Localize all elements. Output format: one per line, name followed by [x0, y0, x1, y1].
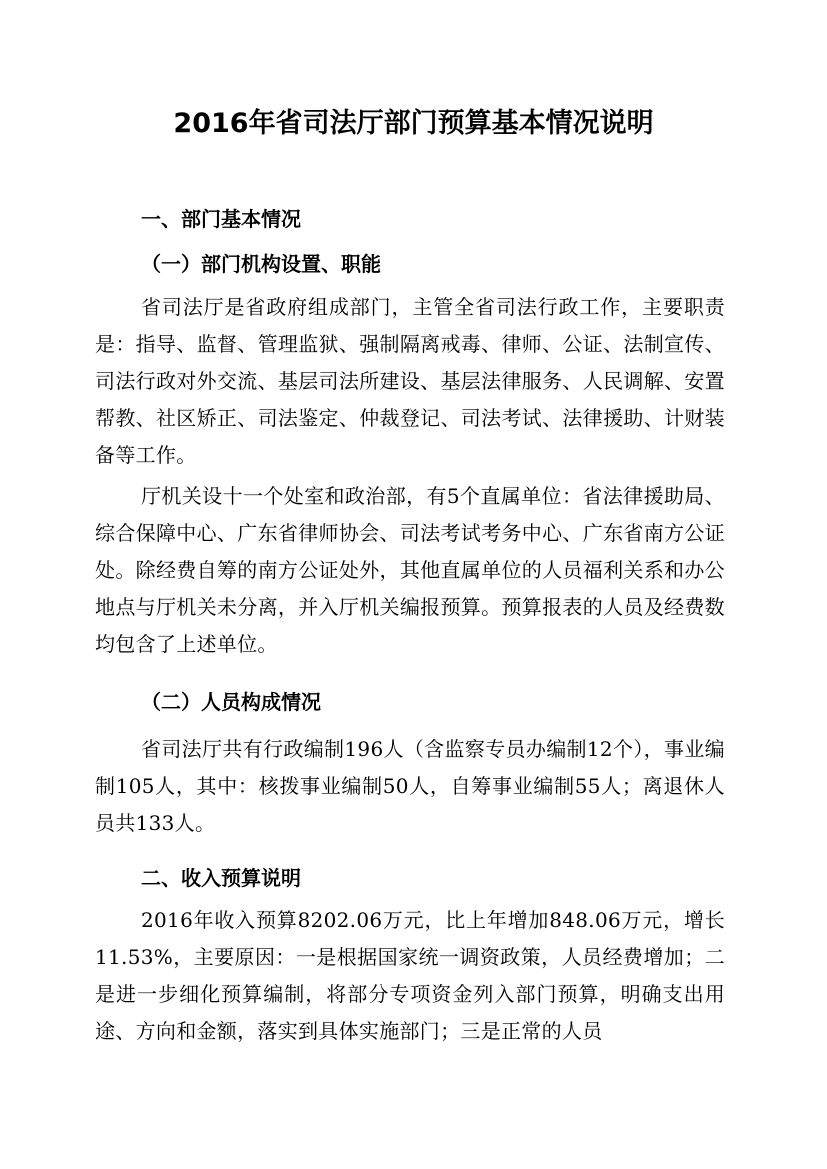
document-title: 2016年省司法厅部门预算基本情况说明 [173, 108, 654, 139]
subsection-heading-structure-functions: （一）部门机构设置、职能 [141, 252, 381, 276]
section-heading-income-budget: 二、收入预算说明 [141, 866, 301, 890]
subsection-heading-personnel: （二）人员构成情况 [141, 690, 321, 714]
section-heading-department-basics: 一、部门基本情况 [141, 207, 301, 231]
paragraph-income-budget: 2016年收入预算8202.06万元，比上年增加848.06万元，增长11.53%，主要原因：一是根据国家统一调资政策，人员经费增加；二是进一步细化预算编制，将部分专项资金列入部门预算，明确支出用途、方向和金额，落实到具体实施部门；三是正常的人员 [95, 908, 725, 1043]
paragraph-personnel: 省司法厅共有行政编制196人（含监察专员办编制12个），事业编制105人，其中：核拨事业编制50人，自筹事业编制55人；离退休人员共133人。 [95, 737, 725, 835]
paragraph-duties: 省司法厅是省政府组成部门，主管全省司法行政工作，主要职责是：指导、监督、管理监狱、强制隔离戒毒、律师、公证、法制宣传、司法行政对外交流、基层司法所建设、基层法律服务、人民调解、安置帮教、社区矫正、司法鉴定、仲裁登记、司法考试、法律援助、计财装备等工作。 [95, 295, 725, 467]
paragraph-organization: 厅机关设十一个处室和政治部，有5个直属单位：省法律援助局、综合保障中心、广东省律师协会、司法考试考务中心、广东省南方公证处。除经费自筹的南方公证处外，其他直属单位的人员福利关系和办公地点与厅机关未分离，并入厅机关编报预算。预算报表的人员及经费数均包含了上述单位。 [95, 484, 725, 656]
